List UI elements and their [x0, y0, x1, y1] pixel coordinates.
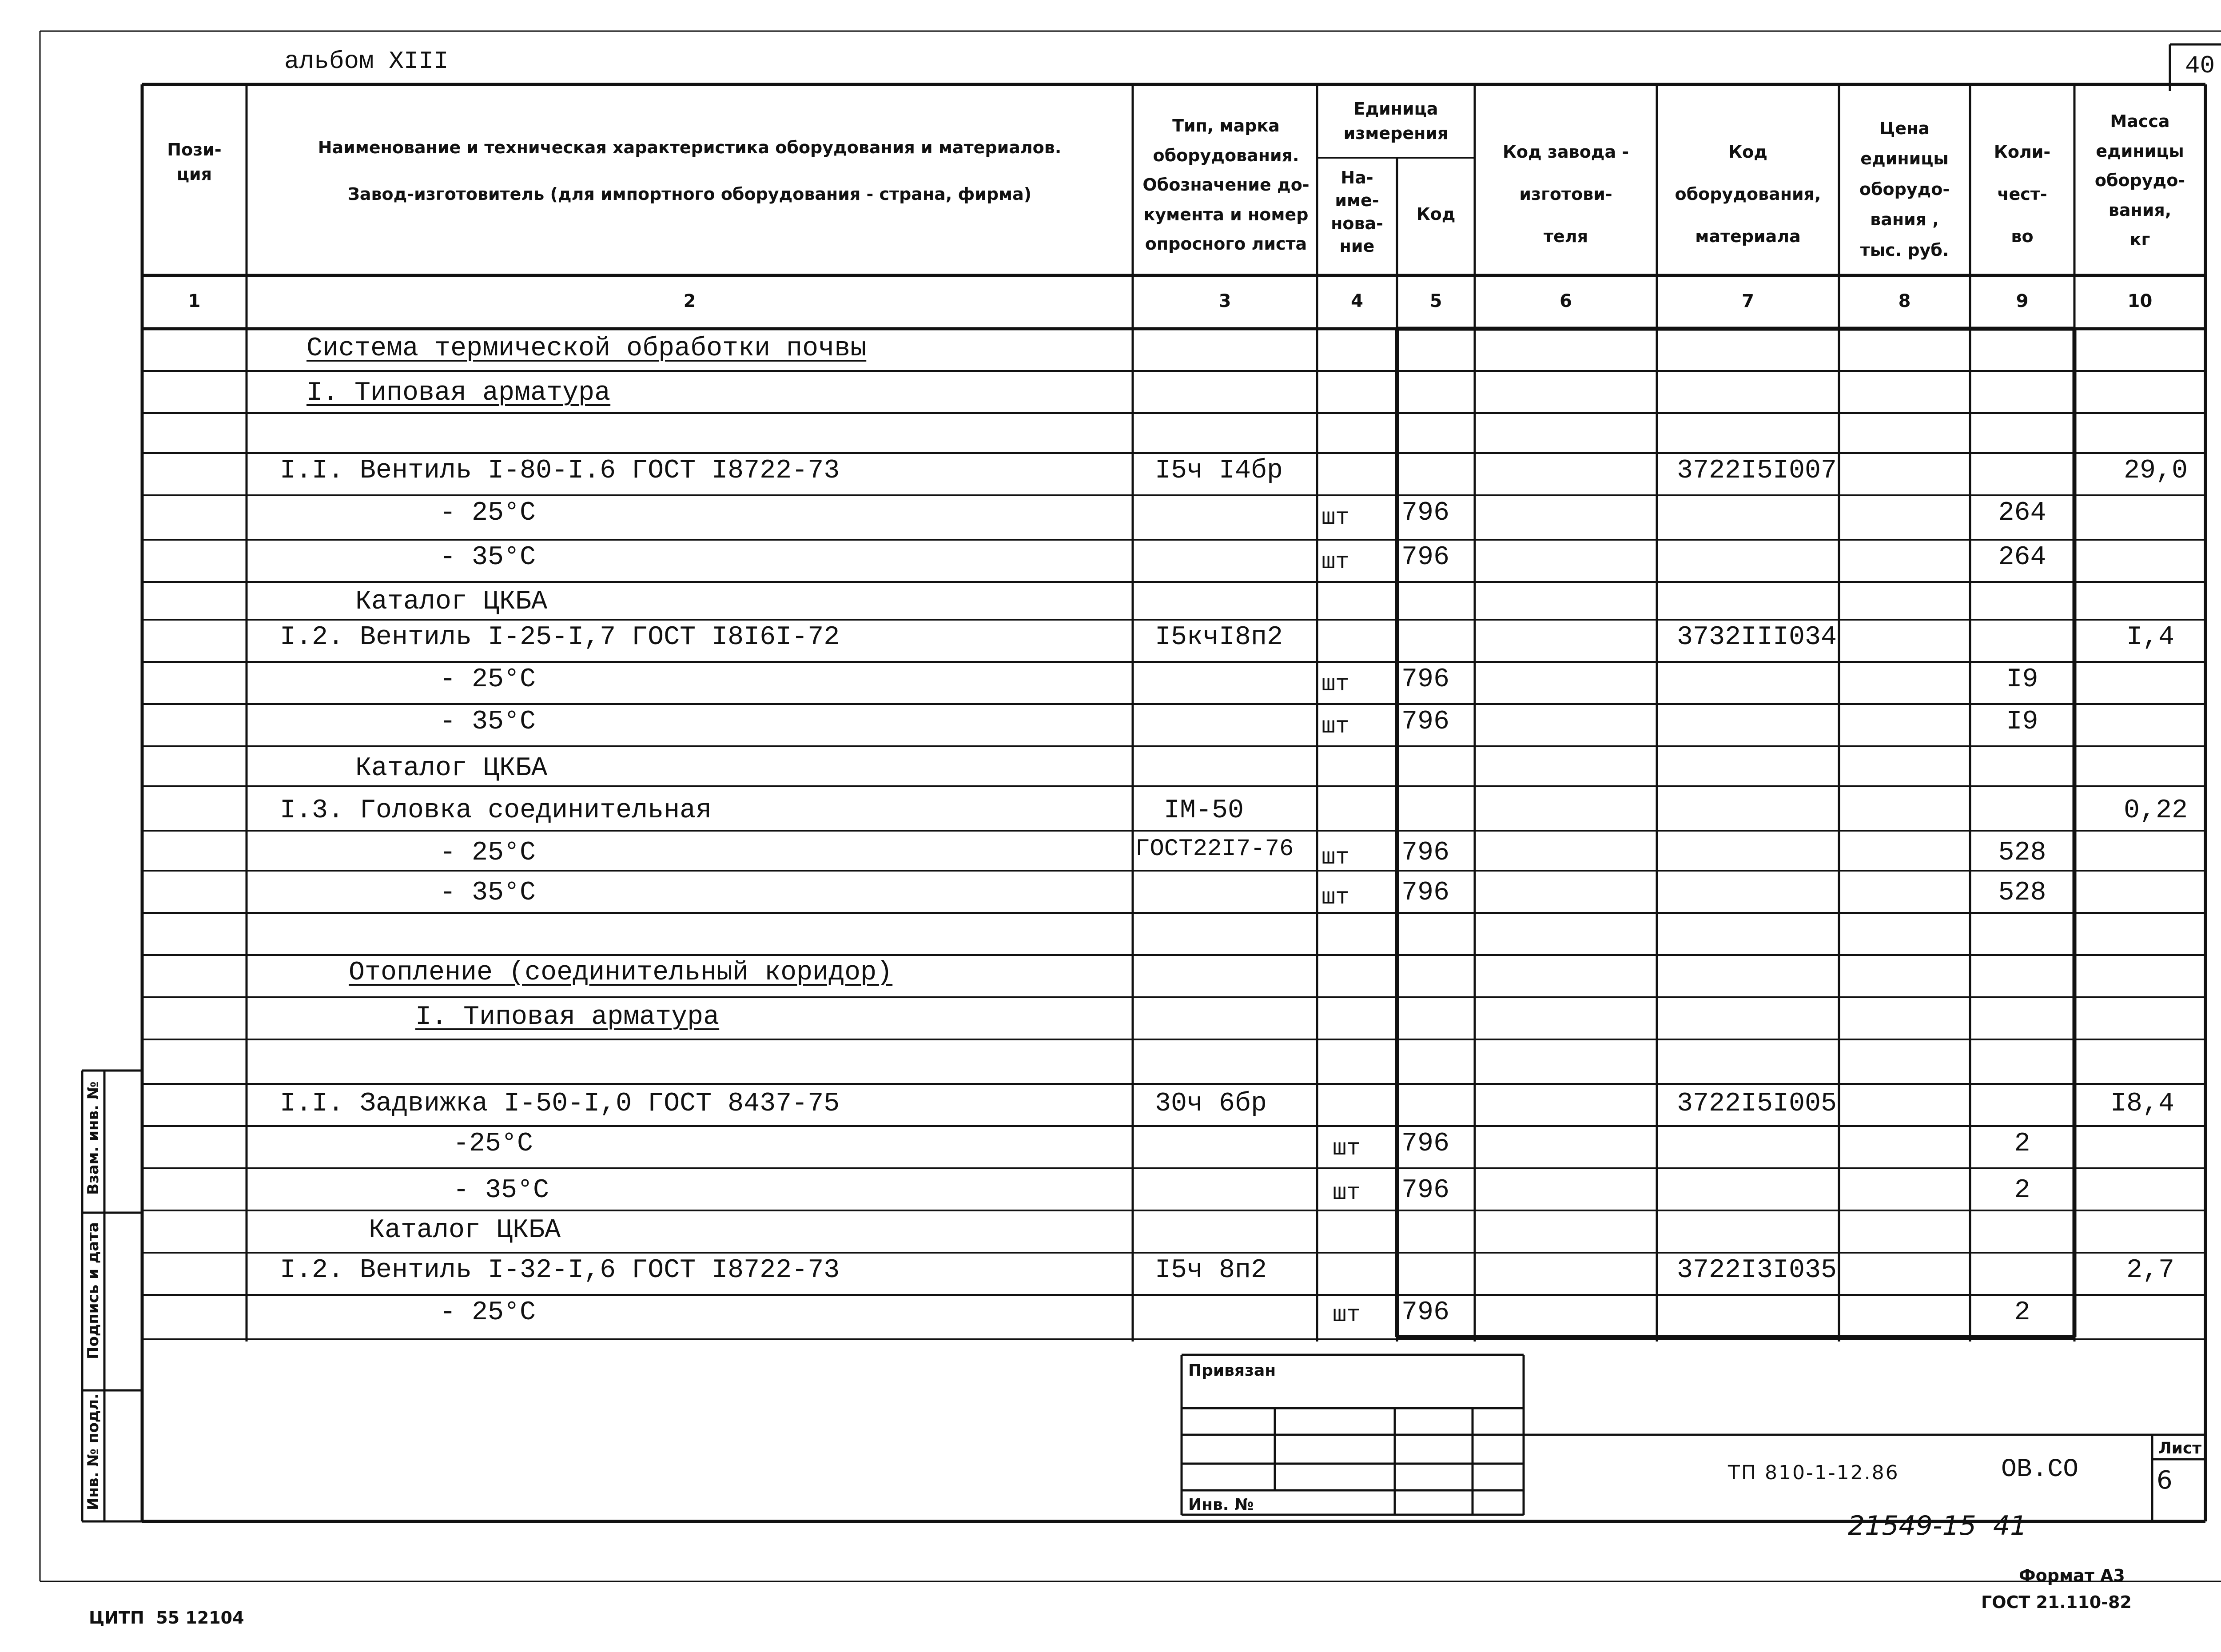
header-factory-code: Код завода - изготови- теля [1502, 142, 1629, 246]
attached-label: Привязан [1188, 1361, 1276, 1380]
col-number-5: 5 [1429, 291, 1442, 311]
stamp-original-inventory: Инв. № подл. [84, 1393, 102, 1510]
item-variant: - 35°C [440, 878, 536, 908]
item-variant: - 35°C [453, 1175, 549, 1206]
inventory-number-label: Инв. № [1188, 1496, 1254, 1514]
type-mark: I5ч 8п2 [1155, 1255, 1267, 1286]
unit-code: 796 [1401, 665, 1450, 695]
type-mark: IМ-50 [1164, 796, 1244, 826]
col-number-4: 4 [1351, 291, 1363, 311]
section-title: Отопление (соединительный коридор) [349, 958, 893, 988]
item-variant: - 35°C [440, 542, 536, 573]
mass: 2,7 [2126, 1255, 2174, 1286]
item-variant: - 25°C [440, 665, 536, 695]
equipment-code: 3722I3I035 [1677, 1255, 1837, 1286]
equipment-code: 3722I5I007 [1677, 456, 1837, 486]
sheet-label: Лист [2158, 1439, 2202, 1457]
print-code: ЦИТП 55 12104 [89, 1608, 244, 1628]
type-mark: 30ч 6бр [1155, 1089, 1267, 1119]
type-mark: I5кчI8п2 [1155, 622, 1283, 653]
col-number-8: 8 [1898, 291, 1911, 311]
quantity: 2 [2014, 1129, 2030, 1159]
unit-name: шт [1333, 1302, 1361, 1328]
quantity: I9 [2006, 707, 2038, 737]
item-name: I.2. Вентиль I-32-I,6 ГОСТ I8722-73 [280, 1255, 840, 1286]
col-number-1: 1 [188, 291, 201, 311]
catalog-note: Каталог ЦКБА [355, 587, 548, 617]
mass: 0,22 [2123, 796, 2188, 826]
unit-name: шт [1321, 505, 1349, 531]
document-mark: ОВ.СО [2001, 1455, 2079, 1484]
item-name: I.2. Вентиль I-25-I,7 ГОСТ I8I6I-72 [280, 622, 840, 653]
handwritten-number: 21549-15 41 [1848, 1510, 2027, 1541]
unit-name: шт [1333, 1135, 1361, 1162]
mass: I,4 [2126, 622, 2174, 653]
mass: I8,4 [2110, 1089, 2174, 1119]
album-label: альбом XIII [284, 47, 449, 76]
quantity: 528 [1998, 878, 2046, 908]
header-equipment-code: Код оборудования, материала [1675, 142, 1821, 246]
header-unit-name: На- име- нова- ние [1331, 168, 1383, 256]
unit-code: 796 [1401, 878, 1450, 908]
unit-name: шт [1321, 549, 1349, 575]
unit-code: 796 [1401, 1175, 1450, 1206]
equipment-code: 3722I5I005 [1677, 1089, 1837, 1119]
item-variant: - 25°C [440, 498, 536, 528]
subsection-title: I. Типовая арматура [306, 378, 611, 408]
quantity: I9 [2006, 665, 2038, 695]
document-code: ТП 810-1-12.86 [1728, 1461, 1899, 1484]
catalog-note: Каталог ЦКБА [355, 753, 548, 784]
gost-label: ГОСТ 21.110-82 [1981, 1592, 2132, 1612]
header-unit-code: Код [1416, 204, 1456, 224]
stamp-replacement-inventory: Взам. инв. № [84, 1081, 102, 1195]
equipment-code: 3732III034 [1677, 622, 1837, 653]
unit-code: 796 [1401, 707, 1450, 737]
header-mass: Масса единицы оборудо- вания, кг [2094, 111, 2185, 249]
subsection-title: I. Типовая арматура [415, 1002, 720, 1032]
item-name: I.I. Задвижка I-50-I,0 ГОСТ 8437-75 [280, 1089, 840, 1119]
unit-name: шт [1321, 884, 1349, 911]
catalog-note: Каталог ЦКБА [369, 1215, 561, 1246]
type-mark: ГОСТ22I7-76 [1135, 836, 1294, 863]
item-variant: - 35°C [440, 707, 536, 737]
quantity: 528 [1998, 838, 2046, 868]
unit-code: 796 [1401, 542, 1450, 573]
item-variant: - 25°C [440, 1298, 536, 1328]
mass: 29,0 [2123, 456, 2188, 486]
unit-code: 796 [1401, 838, 1450, 868]
item-name: I.I. Вентиль I-80-I.6 ГОСТ I8722-73 [280, 456, 840, 486]
item-variant: -25°C [453, 1129, 533, 1159]
stamp-signature-date: Подпись и дата [84, 1222, 102, 1359]
item-name: I.3. Головка соединительная [280, 796, 712, 826]
quantity: 2 [2014, 1175, 2030, 1206]
col-number-7: 7 [1742, 291, 1754, 311]
section-title: Система термической обработки почвы [306, 334, 867, 364]
quantity: 264 [1998, 542, 2046, 573]
col-number-2: 2 [683, 291, 696, 311]
quantity: 264 [1998, 498, 2046, 528]
col-number-3: 3 [1218, 291, 1231, 311]
type-mark: I5ч I4бр [1155, 456, 1283, 486]
unit-name: шт [1333, 1180, 1361, 1206]
header-position: Пози- ция [167, 140, 222, 184]
header-unit-group: Единица измерения [1343, 99, 1449, 143]
header-name-line2: Завод-изготовитель (для импортного оборудования - страна, фирма) [347, 184, 1032, 204]
item-variant: - 25°C [440, 838, 536, 868]
unit-code: 796 [1401, 1298, 1450, 1328]
unit-code: 796 [1401, 498, 1450, 528]
unit-name: шт [1321, 671, 1349, 697]
sheet-number: 6 [2157, 1466, 2173, 1495]
unit-name: шт [1321, 844, 1349, 871]
format-label: Формат А3 [2019, 1566, 2125, 1585]
unit-name: шт [1321, 713, 1349, 740]
col-number-9: 9 [2016, 291, 2029, 311]
quantity: 2 [2014, 1298, 2030, 1328]
col-number-6: 6 [1560, 291, 1572, 311]
col-number-10: 10 [2127, 291, 2153, 311]
header-quantity: Коли- чест- во [1994, 142, 2051, 246]
header-unit-price: Цена единицы оборудо- вания , тыс. руб. [1859, 119, 1950, 260]
header-type-mark: Тип, марка оборудования. Обозначение до- кумента и номер опросного листа [1142, 116, 1310, 254]
header-name-line1: Наименование и техническая характеристика оборудования и материалов. [318, 138, 1062, 157]
page-number: 40 [2185, 52, 2215, 80]
unit-code: 796 [1401, 1129, 1450, 1159]
